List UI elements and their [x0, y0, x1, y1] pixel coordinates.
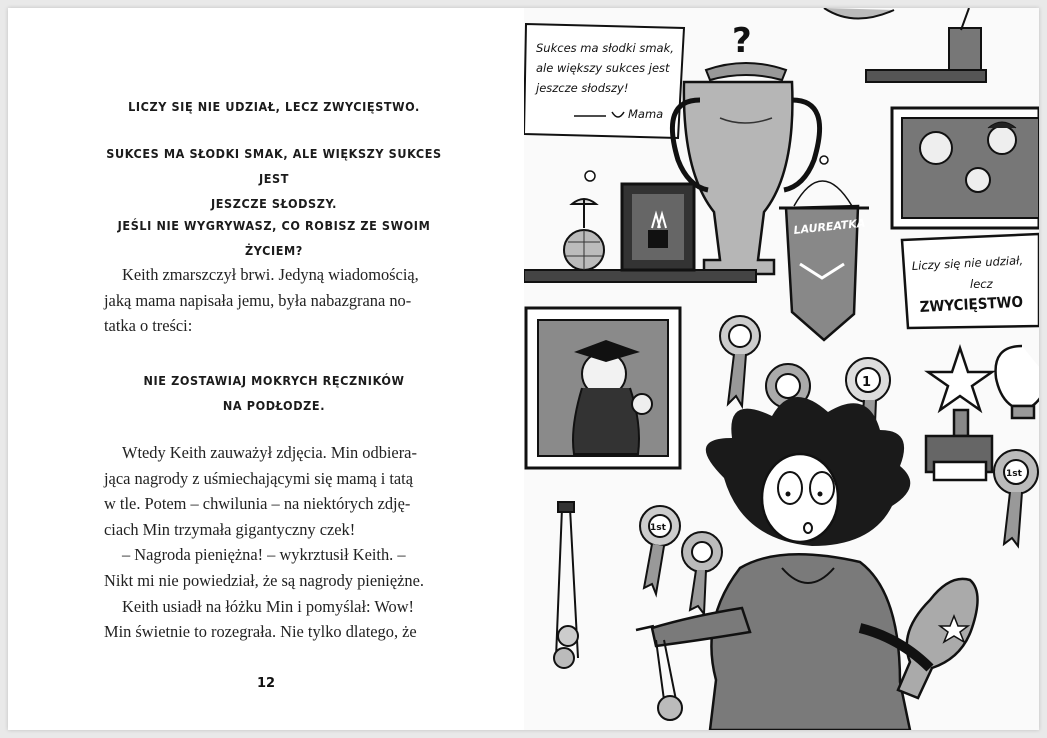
text-line: – Nagroda pieniężna! – wykrztusił Keith. – — [122, 545, 406, 565]
text-line: Nikt mi nie powiedział, że są nagrody pieniężne. — [104, 570, 424, 590]
towel-note — [104, 368, 444, 418]
note2-line3: ZWYCIĘSTWO — [919, 292, 1024, 316]
text-line: Min świetnie to rozegrała. Nie tylko dlatego, że — [104, 622, 417, 642]
text-line: ciach Min trzymała gigantyczny czek! — [104, 519, 356, 539]
motto-success-line1: SUKCES MA SŁODKI SMAK, ALE WIĘKSZY SUKCES JEST — [106, 146, 442, 186]
text-line: Wtedy Keith zauważył zdjęcia. Min odbiera- — [122, 443, 417, 462]
right-page-illustration — [524, 8, 1039, 730]
text-line: Keith usiadł na łóżku Min i pomyślał: Wow! — [122, 596, 415, 616]
note1-line1: Sukces ma słodki smak, — [536, 41, 674, 55]
text-line: tatka o treści: — [104, 316, 193, 336]
middle-shelf — [524, 270, 756, 282]
note1-line3: jeszcze słodszy! — [536, 81, 629, 95]
paragraph-2 — [104, 440, 448, 645]
note2-line2: lecz — [970, 277, 993, 291]
framed-family-photo — [892, 108, 1039, 228]
pennant-label: LAUREATKA — [792, 216, 866, 237]
motto-success-line2: JESZCZE SŁODSZY. — [210, 196, 338, 211]
page-number: 12 — [256, 676, 276, 691]
text-line: jąca nagrody z uśmiechającymi się mamą i tatą — [104, 468, 414, 488]
book-spread — [8, 8, 1039, 730]
paragraph-1 — [104, 262, 448, 339]
sweet-success-note — [524, 24, 684, 138]
motto-success — [104, 141, 444, 216]
text-line: jaką mama napisała jemu, była nabazgrana no- — [104, 290, 412, 310]
text-line: w tle. Potem – chwilunia – na niektórych zdję- — [104, 494, 411, 514]
motto-winning: JEŚLI NIE WYGRYWASZ, CO ROBISZ ZE SWOIM ŻYCIEM? — [117, 218, 431, 258]
framed-rabbit-photo — [622, 184, 694, 270]
rosette-label: 1st — [650, 523, 666, 533]
rosette-label: 1 — [862, 375, 872, 390]
note1-signature: Mama — [628, 107, 664, 121]
note2-line1: Liczy się nie udział, — [911, 253, 1024, 273]
framed-graduation-photo — [526, 308, 680, 468]
rosette-label: 1st — [1006, 469, 1022, 479]
towel-note-line2: NA PODŁODZE. — [222, 398, 326, 413]
motto-participation: LICZY SIĘ NIE UDZIAŁ, LECZ ZWYCIĘSTWO. — [128, 99, 420, 114]
trophy-room-illustration — [524, 8, 1039, 730]
participation-note — [902, 234, 1039, 328]
towel-note-line1: NIE ZOSTAWIAJ MOKRYCH RĘCZNIKÓW — [143, 373, 405, 388]
question-mark-icon: ? — [732, 21, 752, 61]
note1-line2: ale większy sukces jest — [536, 61, 670, 75]
text-line: Keith zmarszczył brwi. Jedyną wiadomością, — [122, 265, 419, 284]
left-page — [8, 8, 524, 730]
